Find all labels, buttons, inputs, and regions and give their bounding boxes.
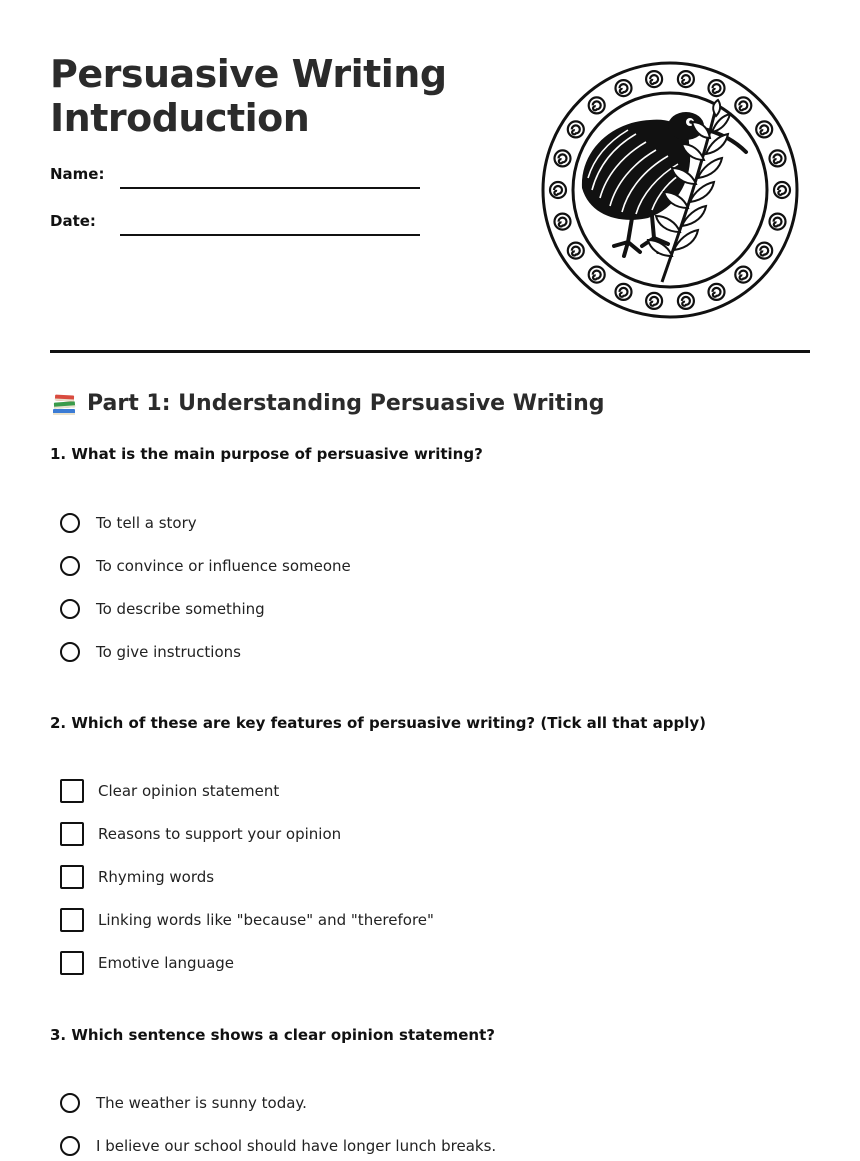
- q2-option-2[interactable]: [60, 821, 341, 847]
- part-1-heading: [50, 388, 604, 420]
- page-title: [50, 52, 447, 140]
- title-line-2: Introduction: [50, 96, 310, 140]
- option-label: Reasons to support your opinion: [98, 825, 342, 843]
- option-label: Rhyming words: [98, 868, 215, 886]
- radio-button[interactable]: [60, 556, 80, 576]
- question-2: 2. Which of these are key features of persuasive writing? (Tick all that apply): [50, 714, 707, 732]
- q2-option-1[interactable]: [60, 778, 279, 804]
- q2-option-4[interactable]: [60, 907, 434, 933]
- question-3: 3. Which sentence shows a clear opinion statement?: [50, 1026, 495, 1044]
- radio-button[interactable]: [60, 1093, 80, 1113]
- q3-option-1[interactable]: [60, 1090, 307, 1116]
- option-label: Linking words like "because" and "therefore": [98, 911, 434, 929]
- part-1-heading-text: Part 1: Understanding Persuasive Writing: [87, 391, 605, 416]
- q1-option-2[interactable]: [60, 553, 351, 579]
- option-label: To describe something: [96, 600, 265, 618]
- checkbox[interactable]: [60, 908, 84, 932]
- option-label: I believe our school should have longer lunch breaks.: [96, 1137, 497, 1155]
- q2-option-5[interactable]: [60, 950, 234, 976]
- checkbox[interactable]: [60, 822, 84, 846]
- option-label: To tell a story: [96, 514, 197, 532]
- option-label: To convince or influence someone: [96, 557, 351, 575]
- books-icon: [50, 390, 78, 418]
- name-label: Name:: [50, 165, 105, 183]
- header-divider: [50, 350, 810, 353]
- kiwi-fern-emblem-icon: [540, 60, 800, 320]
- radio-button[interactable]: [60, 599, 80, 619]
- name-field[interactable]: [120, 187, 420, 189]
- checkbox[interactable]: [60, 779, 84, 803]
- q1-option-3[interactable]: [60, 596, 265, 622]
- checkbox[interactable]: [60, 951, 84, 975]
- q3-option-2[interactable]: [60, 1133, 496, 1159]
- option-label: Clear opinion statement: [98, 782, 280, 800]
- q1-option-4[interactable]: [60, 639, 241, 665]
- date-field[interactable]: [120, 234, 420, 236]
- option-label: To give instructions: [96, 643, 241, 661]
- q2-option-3[interactable]: [60, 864, 214, 890]
- radio-button[interactable]: [60, 1136, 80, 1156]
- checkbox[interactable]: [60, 865, 84, 889]
- date-label: Date:: [50, 212, 96, 230]
- radio-button[interactable]: [60, 642, 80, 662]
- title-line-1: Persuasive Writing: [50, 52, 447, 96]
- option-label: Emotive language: [98, 954, 235, 972]
- question-1: 1. What is the main purpose of persuasive writing?: [50, 445, 483, 463]
- radio-button[interactable]: [60, 513, 80, 533]
- q1-option-1[interactable]: [60, 510, 197, 536]
- option-label: The weather is sunny today.: [96, 1094, 307, 1112]
